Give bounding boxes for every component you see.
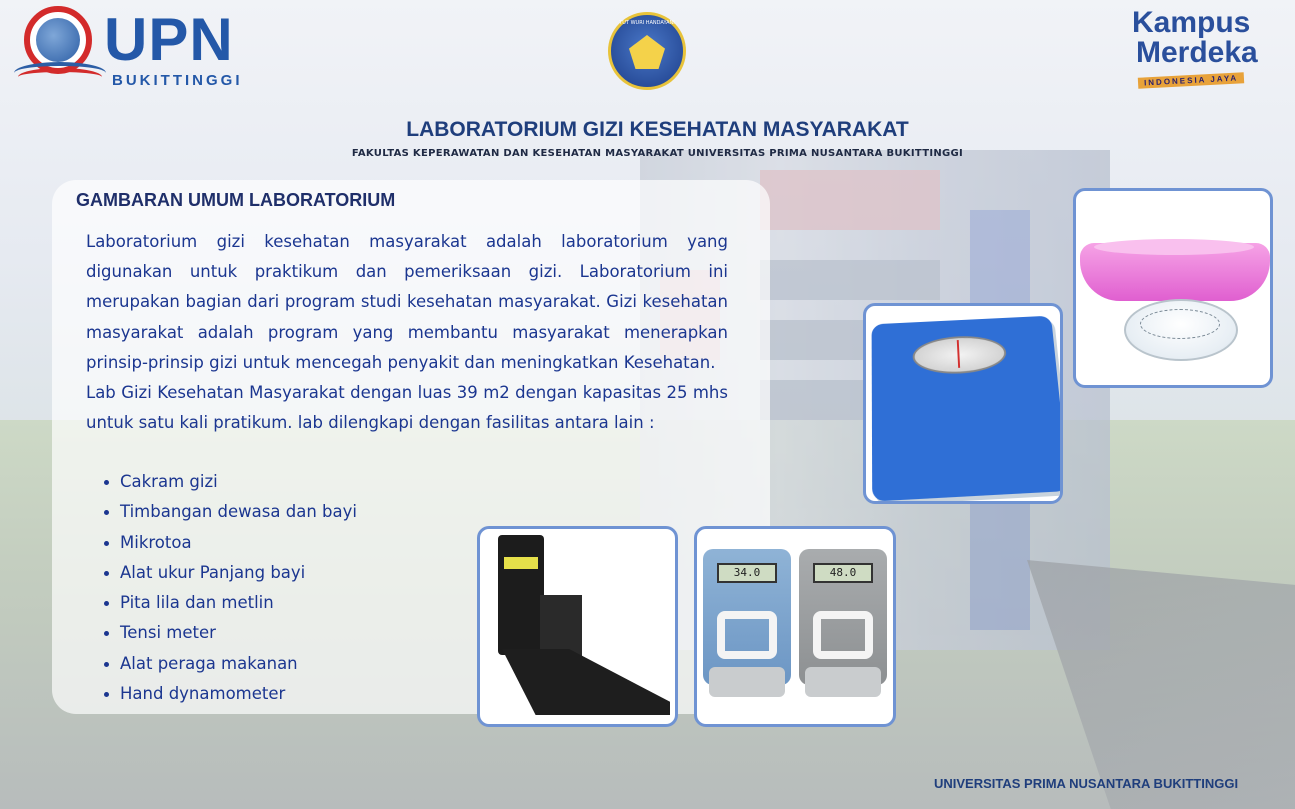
dynamometer-blue-base (709, 667, 785, 697)
dynamometer-grey-base (805, 667, 881, 697)
section-heading: GAMBARAN UMUM LABORATORIUM (76, 190, 396, 210)
list-item: Tensi meter (100, 618, 357, 648)
description-text (86, 227, 728, 438)
baby-scale-dial-face (1140, 309, 1220, 339)
microtoise-label (504, 557, 538, 569)
footer-university-name: UNIVERSITAS PRIMA NUSANTARA BUKITTINGGI (934, 776, 1239, 791)
dynamometer-blue-grip (717, 611, 777, 659)
list-item: Cakram gizi (100, 467, 357, 497)
globe-icon (36, 18, 80, 62)
microtoise-tape (498, 535, 544, 655)
tutwuri-logo-text: TUT WURI HANDAYANI (619, 20, 675, 26)
list-item: Hand dynamometer (100, 679, 357, 709)
garuda-emblem-icon (629, 35, 665, 69)
list-item: Pita lila dan metlin (100, 588, 357, 618)
book-page-icon (18, 68, 102, 86)
description-paragraph-2: Lab Gizi Kesehatan Masyarakat dengan luas 39 m2 dengan kapasitas 25 mhs untuk satu kali pratikum. lab dilengkapi dengan fasilitas antara lain : (86, 383, 728, 433)
kampus-merdeka-line2: Merdeka (1136, 36, 1258, 69)
adult-scale-dial (912, 334, 1007, 376)
baby-scale-photo (1073, 188, 1273, 388)
upn-logo (14, 6, 264, 96)
description-paragraph-1: Laboratorium gizi kesehatan masyarakat adalah laboratorium yang digunakan untuk praktikum dan pemeriksaan gizi. Laboratorium ini merupakan bagian dari program studi kesehatan masyarakat. Gizi kesehatan masyarakat adalah program yang membantu masyarakat menerapkan prinsip-prinsip gizi untuk mencegah penyakit dan meningkatkan Kesehatan. (86, 232, 728, 372)
dynamometer-grey-screen: 48.0 (813, 563, 873, 583)
list-item: Timbangan dewasa dan bayi (100, 497, 357, 527)
dynamometer-grey-grip (813, 611, 873, 659)
list-item: Mikrotoa (100, 528, 357, 558)
page-title: LABORATORIUM GIZI KESEHATAN MASYARAKAT (406, 118, 909, 141)
list-item: Alat ukur Panjang bayi (100, 558, 357, 588)
dynamometer-blue-screen: 34.0 (717, 563, 777, 583)
facility-list (100, 467, 357, 709)
kampus-merdeka-line1: Kampus (1132, 6, 1251, 39)
page-subtitle: FAKULTAS KEPERAWATAN DAN KESEHATAN MASYARAKAT UNIVERSITAS PRIMA NUSANTARA BUKITTINGGI (351, 148, 964, 159)
list-item: Alat peraga makanan (100, 649, 357, 679)
tut-wuri-handayani-logo (608, 12, 686, 90)
microtoise-photo (477, 526, 678, 727)
dynamometer-blue (703, 549, 791, 685)
dynamometer-grey (799, 549, 887, 685)
hand-dynamometer-photo (694, 526, 896, 727)
upn-logo-subtitle: BUKITTINGGI (112, 72, 243, 89)
kampus-merdeka-logo (1132, 8, 1282, 88)
adult-scale-photo (863, 303, 1063, 504)
adult-scale-body (872, 316, 1063, 502)
kampus-merdeka-band: INDONESIA JAYA (1138, 72, 1245, 89)
baby-scale-tray-rim (1094, 239, 1254, 255)
upn-logo-text: UPN (104, 6, 234, 73)
microtoise-base (502, 649, 670, 715)
